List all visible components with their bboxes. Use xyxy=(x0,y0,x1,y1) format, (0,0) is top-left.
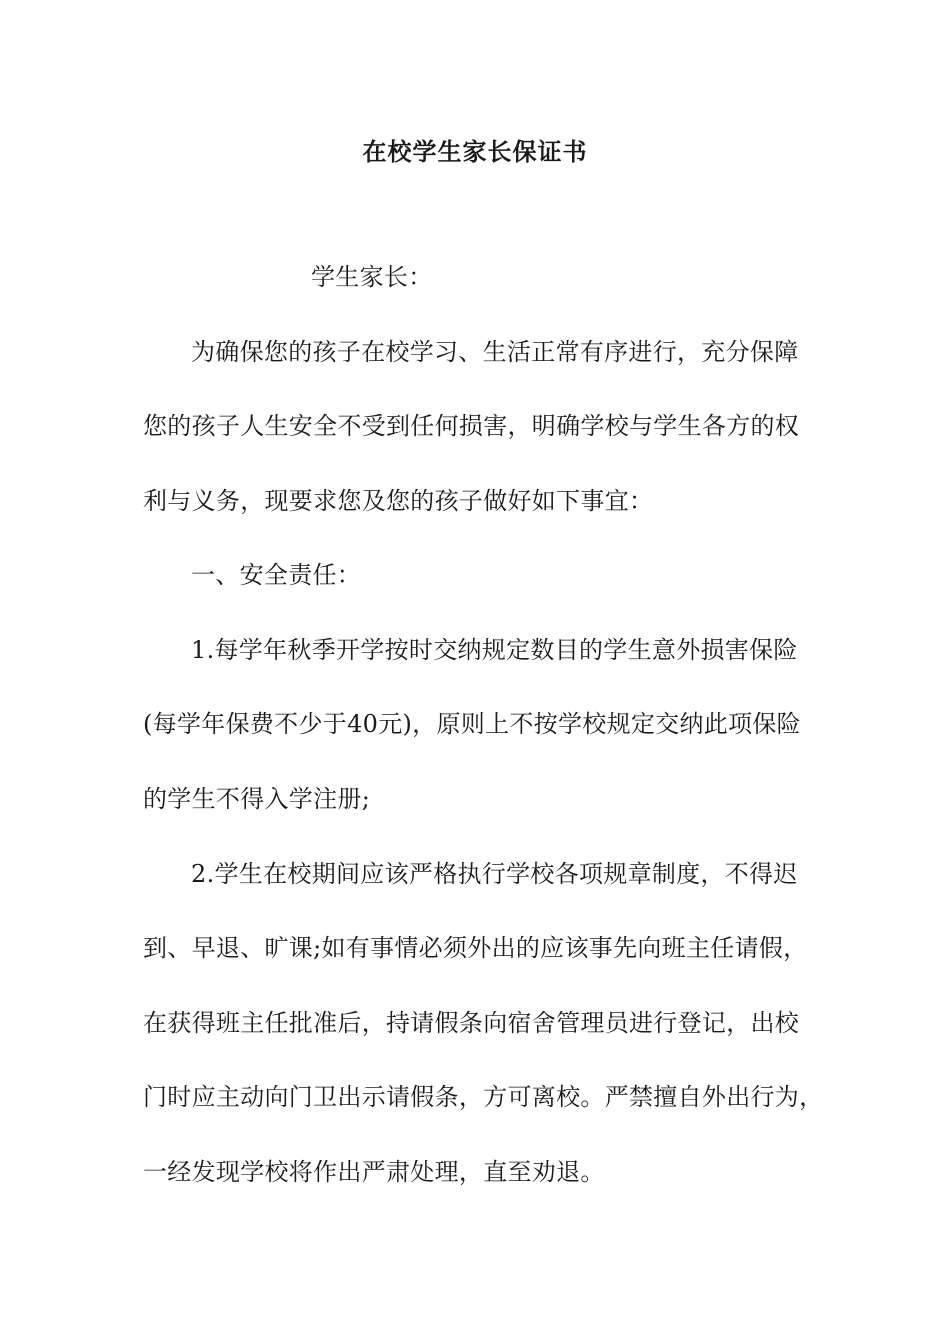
item-1-line-3: 的学生不得入学注册; xyxy=(143,785,371,813)
item-2-line-3: 在获得班主任批准后，持请假条向宿舍管理员进行登记，出校 xyxy=(143,1009,800,1037)
paragraph-line-2: 您的孩子人生安全不受到任何损害，明确学校与学生各方的权 xyxy=(143,412,800,440)
paragraph-line-1: 为确保您的孩子在校学习、生活正常有序进行，充分保障 xyxy=(191,338,799,366)
item-1-line-1: 1.每学年秋季开学按时交纳规定数目的学生意外损害保险 xyxy=(191,636,798,664)
section-heading: 一、安全责任： xyxy=(191,561,362,589)
item-2-line-4: 门时应主动向门卫出示请假条，方可离校。严禁擅自外出行为， xyxy=(143,1083,824,1111)
paragraph-line-3: 利与义务，现要求您及您的孩子做好如下事宜： xyxy=(143,487,654,515)
item-2-line-5: 一经发现学校将作出严肃处理，直至劝退。 xyxy=(143,1158,605,1186)
page-title: 在校学生家长保证书 xyxy=(362,137,588,166)
item-2-line-1: 2.学生在校期间应该严格执行学校各项规章制度，不得迟 xyxy=(191,860,798,888)
item-2-line-2: 到、早退、旷课;如有事情必须外出的应该事先向班主任请假， xyxy=(143,934,808,962)
salutation: 学生家长： xyxy=(311,263,433,291)
item-1-line-2: (每学年保费不少于40元)，原则上不按学校规定交纳此项保险 xyxy=(143,710,801,738)
